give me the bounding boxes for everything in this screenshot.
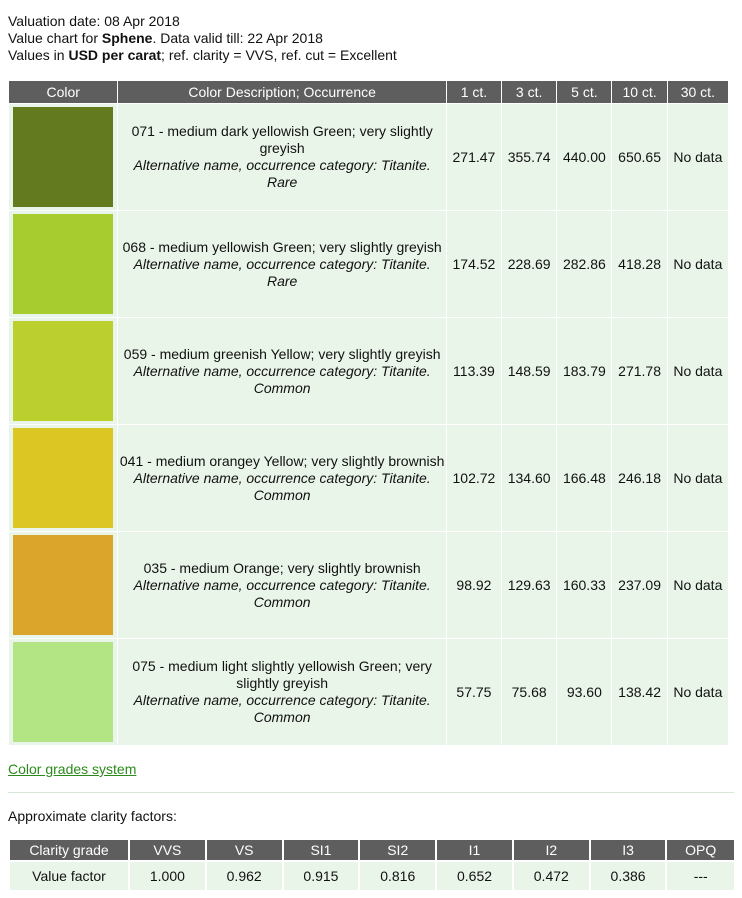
color-swatch: [13, 107, 113, 207]
price-cell: 129.63: [502, 532, 556, 638]
clarity-grade-header: SI2: [360, 840, 435, 860]
color-swatch: [13, 321, 113, 421]
price-cell: 418.28: [612, 211, 666, 317]
price-cell: 183.79: [557, 318, 611, 424]
clarity-factor-cell: 0.652: [437, 862, 512, 890]
color-description-cell: [118, 425, 445, 531]
occurrence-category: Alternative name, occurrence category: Titanite. Common: [133, 576, 431, 610]
clarity-grade-header: VS: [207, 840, 282, 860]
price-cell: 134.60: [502, 425, 556, 531]
price-cell: 75.68: [502, 639, 556, 745]
clarity-factor-cell: 0.386: [591, 862, 666, 890]
price-cell: No data: [668, 318, 728, 424]
color-swatch-cell: [9, 318, 117, 424]
valuation-date: Valuation date: 08 Apr 2018: [8, 13, 180, 29]
clarity-factor-cell: 1.000: [130, 862, 205, 890]
gem-name: Sphene: [101, 30, 153, 46]
table-row: [9, 532, 728, 638]
clarity-grade-header: I1: [437, 840, 512, 860]
color-description: 068 - medium yellowish Green; very slightly greyish: [122, 238, 442, 255]
column-header-color: Color: [9, 81, 117, 103]
price-cell: No data: [668, 639, 728, 745]
color-description-cell: [118, 532, 445, 638]
clarity-factor-cell: 0.962: [207, 862, 282, 890]
clarity-header-row: [10, 840, 734, 860]
price-cell: 148.59: [502, 318, 556, 424]
price-cell: 93.60: [557, 639, 611, 745]
occurrence-category: Alternative name, occurrence category: Titanite. Common: [133, 469, 431, 503]
price-cell: 355.74: [502, 104, 556, 210]
price-cell: 271.78: [612, 318, 666, 424]
clarity-factor-cell: ---: [667, 862, 734, 890]
occurrence-category: Alternative name, occurrence category: Titanite. Rare: [133, 157, 431, 190]
clarity-factors-title: Approximate clarity factors:: [8, 808, 177, 824]
price-cell: 228.69: [502, 211, 556, 317]
color-swatch-cell: [9, 104, 117, 210]
price-cell: 102.72: [447, 425, 501, 531]
table-row: [9, 639, 728, 745]
price-cell: 160.33: [557, 532, 611, 638]
price-cell: 174.52: [447, 211, 501, 317]
clarity-grade-header: I2: [514, 840, 589, 860]
price-cell: 650.65: [612, 104, 666, 210]
occurrence-category: Alternative name, occurrence category: Titanite. Common: [133, 362, 431, 396]
occurrence-category: Alternative name, occurrence category: Titanite. Common: [133, 692, 431, 725]
color-description-cell: [118, 318, 445, 424]
column-header-10ct: 10 ct.: [612, 81, 666, 103]
clarity-factor-cell: 0.915: [284, 862, 359, 890]
column-header-30ct: 30 ct.: [668, 81, 728, 103]
price-cell: No data: [668, 104, 728, 210]
color-swatch-cell: [9, 532, 117, 638]
price-cell: 440.00: [557, 104, 611, 210]
price-table: [8, 80, 729, 746]
color-swatch: [13, 428, 113, 528]
color-description-cell: [118, 104, 445, 210]
color-description: 041 - medium orangey Yellow; very slightly brownish: [119, 452, 445, 469]
price-cell: 113.39: [447, 318, 501, 424]
clarity-table: [8, 838, 736, 892]
valuation-header: [8, 13, 397, 64]
clarity-grade-label: Clarity grade: [10, 840, 128, 860]
price-cell: 271.47: [447, 104, 501, 210]
value-chart-line: Value chart for Sphene. Data valid till: 22 Apr 2018: [8, 30, 323, 46]
color-description-cell: [118, 211, 445, 317]
clarity-factor-cell: 0.816: [360, 862, 435, 890]
value-factor-label: Value factor: [10, 862, 128, 890]
color-swatch: [13, 535, 113, 635]
value-factor-row: [10, 862, 734, 890]
color-swatch-cell: [9, 211, 117, 317]
price-cell: 138.42: [612, 639, 666, 745]
color-swatch: [13, 642, 113, 742]
column-header-description: Color Description; Occurrence: [118, 81, 445, 103]
price-cell: No data: [668, 211, 728, 317]
units-line: Values in USD per carat; ref. clarity = VVS, ref. cut = Excellent: [8, 47, 397, 63]
color-description: 059 - medium greenish Yellow; very slightly greyish: [123, 345, 441, 362]
column-header-5ct: 5 ct.: [557, 81, 611, 103]
color-description: 035 - medium Orange; very slightly brownish: [143, 559, 421, 576]
color-swatch-cell: [9, 425, 117, 531]
clarity-grade-header: OPQ: [667, 840, 734, 860]
occurrence-category: Alternative name, occurrence category: Titanite. Rare: [133, 255, 431, 289]
clarity-factor-cell: 0.472: [514, 862, 589, 890]
column-header-3ct: 3 ct.: [502, 81, 556, 103]
price-cell: 246.18: [612, 425, 666, 531]
column-header-1ct: 1 ct.: [447, 81, 501, 103]
table-row: [9, 104, 728, 210]
price-cell: 57.75: [447, 639, 501, 745]
color-description-cell: [118, 639, 445, 745]
price-table-header: [9, 81, 728, 103]
price-cell: 282.86: [557, 211, 611, 317]
table-row: [9, 425, 728, 531]
table-row: [9, 211, 728, 317]
divider: [8, 792, 734, 793]
price-cell: No data: [668, 425, 728, 531]
table-row: [9, 318, 728, 424]
clarity-grade-header: I3: [591, 840, 666, 860]
price-cell: 98.92: [447, 532, 501, 638]
price-cell: No data: [668, 532, 728, 638]
currency-unit: USD per carat: [68, 47, 162, 63]
price-cell: 166.48: [557, 425, 611, 531]
price-cell: 237.09: [612, 532, 666, 638]
color-grades-system-link[interactable]: Color grades system: [8, 761, 137, 777]
color-swatch-cell: [9, 639, 117, 745]
clarity-grade-header: VVS: [130, 840, 205, 860]
color-description: 071 - medium dark yellowish Green; very slightly greyish: [131, 123, 433, 156]
clarity-grade-header: SI1: [284, 840, 359, 860]
color-swatch: [13, 214, 113, 314]
color-description: 075 - medium light slightly yellowish Green; very slightly greyish: [132, 658, 432, 691]
